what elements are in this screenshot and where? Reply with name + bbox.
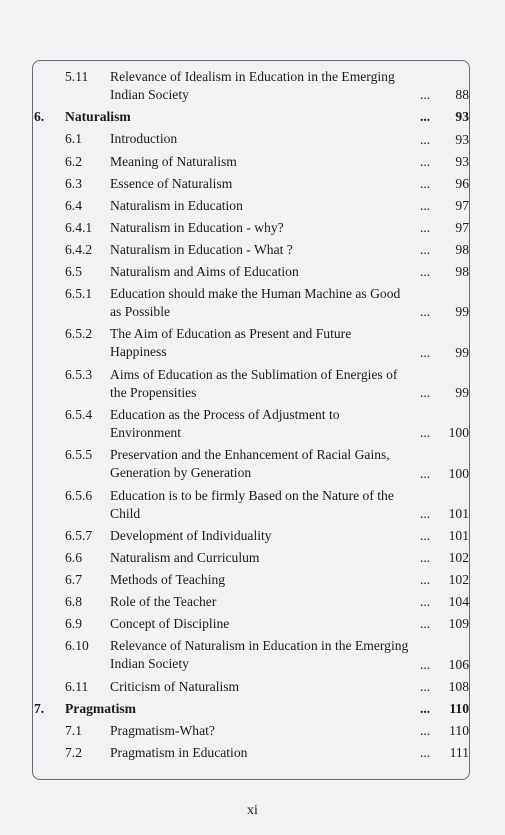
toc-leader-dots: ...	[420, 572, 431, 588]
toc-entry-title: Aims of Education as the Sublimation of Energies of the Propensities	[110, 366, 398, 400]
toc-entry-number: 6.7	[65, 572, 82, 588]
toc-entry	[0, 637, 505, 673]
toc-leader-dots: ...	[420, 745, 431, 761]
toc-entry-number: 6.5.2	[65, 326, 93, 342]
toc-page-number: 101	[448, 528, 469, 544]
toc-entry-title: Methods of Teaching	[110, 572, 226, 588]
toc-leader-dots: ...	[420, 153, 431, 169]
toc-page-number: 102	[448, 572, 469, 588]
page-number: xi	[247, 803, 258, 818]
toc-page-number: 93	[455, 109, 469, 125]
toc-leader-dots: ...	[420, 505, 431, 521]
toc-entry	[0, 197, 505, 215]
toc-entry-title: Education as the Process of Adjustment to Environment	[110, 407, 340, 440]
toc-entry-title: Pragmatism in Education	[110, 745, 248, 760]
toc-entry-number: 6.4	[65, 197, 82, 213]
toc-page-number: 109	[448, 616, 469, 632]
toc-entry-number: 6.5	[65, 264, 82, 279]
toc-entry-number: 6.9	[65, 616, 82, 632]
toc-entry	[0, 263, 505, 281]
toc-entry-title: Relevance of Idealism in Education in the Emerging Indian Society	[110, 69, 395, 102]
toc-entry-title: Concept of Discipline	[110, 616, 230, 632]
toc-entry	[0, 549, 505, 567]
toc-entry	[0, 406, 505, 442]
toc-page-number: 99	[455, 344, 469, 360]
toc-entry	[0, 130, 505, 148]
toc-entry-number: 6.5.1	[65, 286, 93, 302]
toc-leader-dots: ...	[420, 723, 431, 739]
toc-entry	[0, 744, 505, 762]
toc-entry-number: 6.5.5	[65, 447, 93, 463]
toc-page-number: 104	[448, 594, 469, 610]
toc-page-number: 97	[455, 219, 469, 235]
toc-entry	[0, 68, 505, 104]
toc-leader-dots: ...	[420, 678, 431, 694]
toc-leader-dots: ...	[420, 87, 431, 103]
toc-entry-title: Meaning of Naturalism	[110, 153, 237, 169]
toc-leader-dots: ...	[420, 131, 431, 147]
toc-entry-title: Education is to be firmly Based on the Nature of the Child	[110, 487, 394, 521]
toc-entry-number: 6.3	[65, 175, 82, 191]
toc-leader-dots: ...	[420, 344, 431, 360]
toc-entry	[0, 722, 505, 740]
toc-entry-number: 7.	[34, 700, 45, 716]
toc-entry-title: Naturalism in Education - What ?	[110, 241, 293, 257]
toc-leader-dots: ...	[420, 304, 431, 320]
toc-entry-number: 6.5.7	[65, 527, 93, 543]
toc-entry-number: 6.4.1	[65, 219, 93, 235]
toc-entry	[0, 593, 505, 611]
toc-leader-dots: ...	[420, 385, 431, 401]
toc-leader-dots: ...	[420, 264, 431, 280]
toc-entry-number: 6.6	[65, 550, 82, 565]
toc-entry-number: 7.2	[65, 745, 82, 760]
toc-entry-title: Introduction	[110, 131, 178, 147]
toc-leader-dots: ...	[420, 616, 431, 632]
toc-page-number: 100	[448, 425, 469, 441]
toc-entry-title: Naturalism in Education	[110, 197, 243, 213]
toc-leader-dots: ...	[420, 219, 431, 235]
toc-entry-title: Naturalism in Education - why?	[110, 219, 284, 235]
toc-page-number: 88	[455, 87, 469, 103]
toc-leader-dots: ...	[420, 594, 431, 610]
toc-page-number: 111	[449, 745, 469, 761]
toc-entry-number: 6.5.6	[65, 487, 93, 503]
toc-entry	[0, 285, 505, 321]
toc-entry-title: Pragmatism	[65, 700, 136, 716]
toc-entry-number: 7.1	[65, 722, 82, 738]
toc-entry-number: 6.5.4	[65, 407, 93, 422]
toc-page-number: 93	[455, 153, 469, 169]
toc-entry	[0, 153, 505, 171]
toc-entry	[0, 366, 505, 402]
toc-entry-number: 6.8	[65, 594, 82, 610]
toc-entry-number: 6.2	[65, 153, 82, 169]
toc-leader-dots: ...	[420, 242, 431, 258]
toc-entry-title: Preservation and the Enhancement of Racial Gains, Generation by Generation	[110, 447, 390, 481]
toc-entry-number: 6.	[34, 109, 45, 125]
toc-page-number: 110	[449, 723, 469, 739]
toc-page-number: 106	[448, 656, 469, 672]
toc-entry-title: Role of the Teacher	[110, 594, 217, 610]
toc-leader-dots: ...	[420, 700, 431, 716]
toc-page-number: 93	[455, 131, 469, 147]
toc-page-number: 99	[455, 304, 469, 320]
toc-entry-number: 6.4.2	[65, 241, 93, 257]
toc-chapter-entry	[0, 700, 505, 718]
toc-entry-title: Essence of Naturalism	[110, 175, 233, 191]
toc-page-number: 100	[448, 465, 469, 481]
toc-leader-dots: ...	[420, 465, 431, 481]
toc-leader-dots: ...	[420, 109, 431, 125]
toc-leader-dots: ...	[420, 656, 431, 672]
toc-page-number: 98	[455, 264, 469, 280]
toc-entry	[0, 678, 505, 696]
toc-entry	[0, 446, 505, 482]
toc-entry-title: The Aim of Education as Present and Future Happiness	[110, 326, 352, 360]
toc-leader-dots: ...	[420, 197, 431, 213]
toc-leader-dots: ...	[420, 550, 431, 566]
toc-entry	[0, 325, 505, 361]
toc-entry	[0, 241, 505, 259]
toc-page-number: 96	[455, 175, 469, 191]
toc-entry-title: Naturalism and Curriculum	[110, 550, 260, 565]
toc-entry-title: Education should make the Human Machine as Good as Possible	[110, 286, 401, 320]
toc-entry-title: Pragmatism-What?	[110, 722, 215, 738]
toc-entry	[0, 527, 505, 545]
toc-entry-title: Development of Individuality	[110, 527, 272, 543]
toc-entry	[0, 175, 505, 193]
toc-entry-title: Criticism of Naturalism	[110, 678, 240, 694]
toc-entry	[0, 571, 505, 589]
toc-page-number: 101	[448, 505, 469, 521]
toc-entry-title: Relevance of Naturalism in Education in the Emerging Indian Society	[110, 638, 409, 672]
toc-entry-number: 5.11	[65, 69, 89, 84]
toc-entry	[0, 487, 505, 523]
toc-entry-number: 6.10	[65, 638, 89, 654]
toc-page-number: 97	[455, 197, 469, 213]
toc-page-number: 108	[448, 678, 469, 694]
toc-entry-title: Naturalism and Aims of Education	[110, 264, 299, 279]
toc-page-number: 110	[449, 700, 469, 716]
toc-entry	[0, 219, 505, 237]
toc-page-number: 98	[455, 242, 469, 258]
toc-chapter-entry	[0, 108, 505, 126]
toc-entry-number: 6.5.3	[65, 366, 93, 382]
toc-page-number: 99	[455, 385, 469, 401]
toc-entry	[0, 615, 505, 633]
toc-entry-title: Naturalism	[65, 109, 131, 125]
toc-leader-dots: ...	[420, 425, 431, 441]
toc-leader-dots: ...	[420, 175, 431, 191]
toc-entry-number: 6.11	[65, 678, 89, 694]
toc-page-number: 102	[448, 550, 469, 566]
toc-leader-dots: ...	[420, 528, 431, 544]
toc-entry-number: 6.1	[65, 131, 82, 147]
